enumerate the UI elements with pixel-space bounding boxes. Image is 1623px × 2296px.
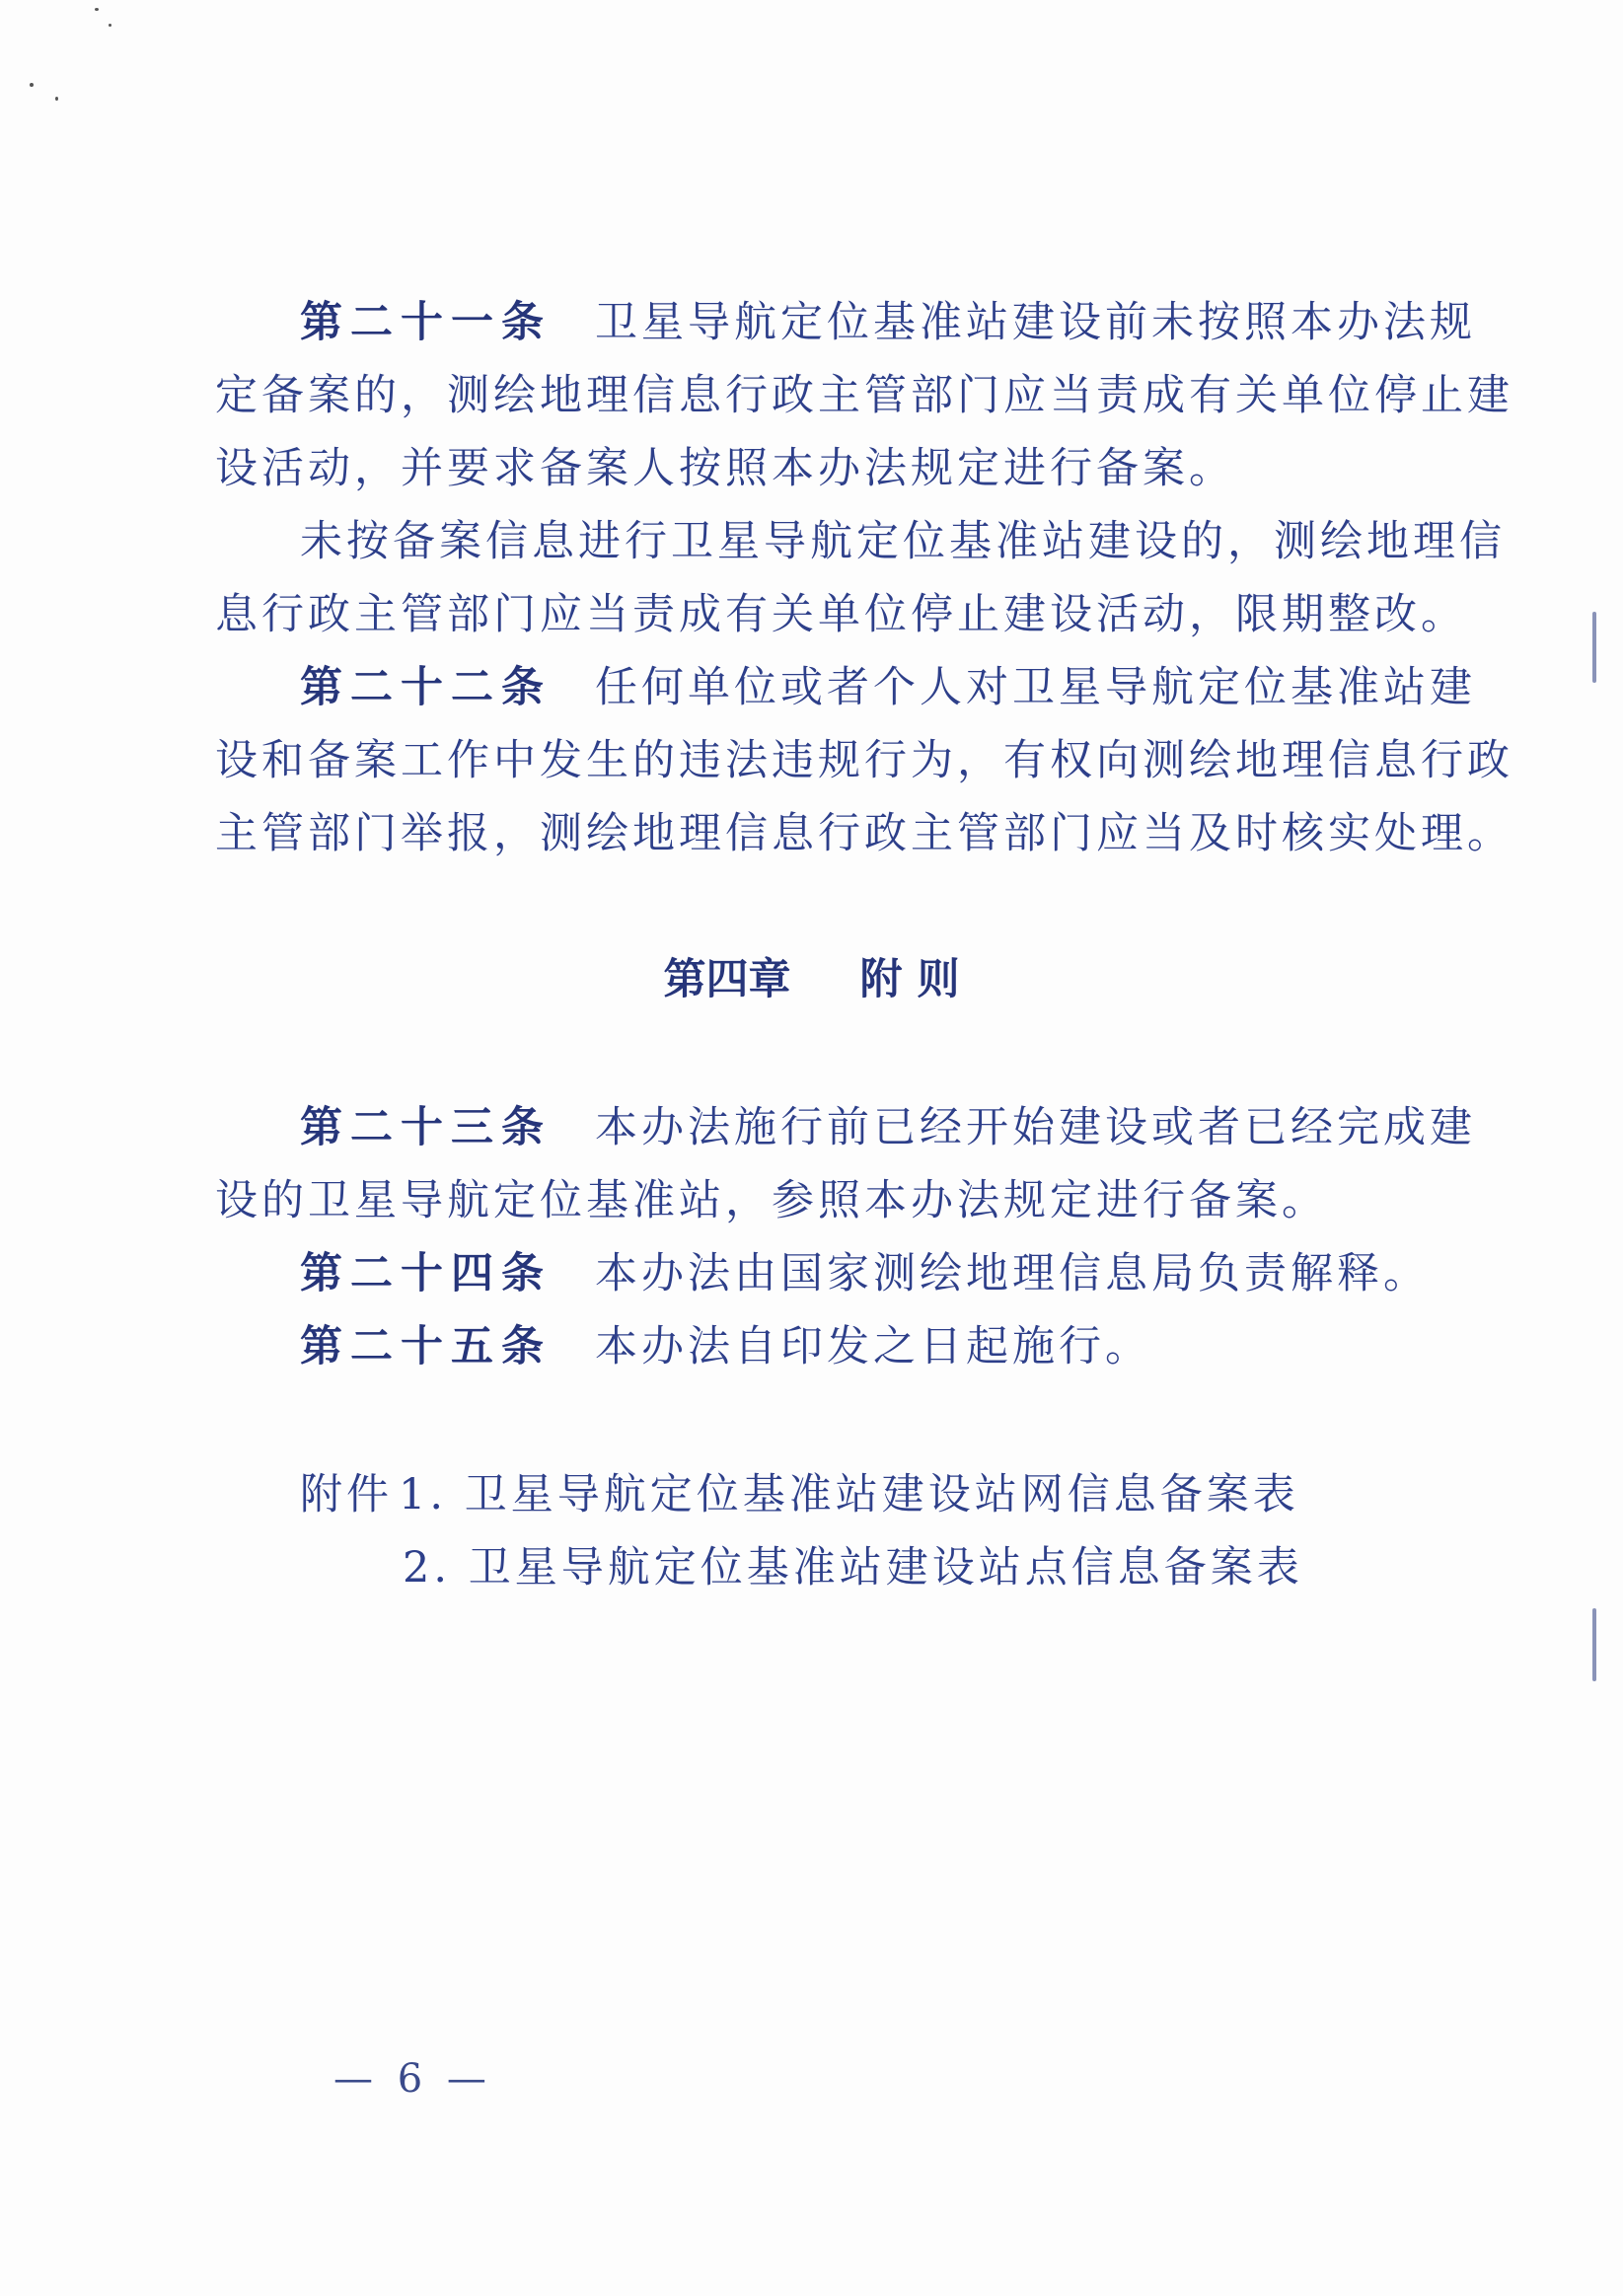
attachment-label: 附件 <box>300 1470 393 1519</box>
attachment-item-2: 2. 卫星导航定位基准站建设站点信息备案表 <box>403 1543 1303 1592</box>
article-24-text: 本办法由国家测绘地理信息局负责解释。 <box>595 1249 1430 1298</box>
scan-speck <box>95 8 99 11</box>
page-number: — 6 — <box>333 2056 492 2102</box>
article-21-para-2-line-2: 息行政主管部门应当责成有关单位停止建设活动，限期整改。 <box>215 590 1467 639</box>
article-21-line-2: 定备案的，测绘地理信息行政主管部门应当责成有关单位停止建 <box>215 371 1513 420</box>
scan-edge-mark <box>1592 1608 1596 1681</box>
article-23-text: 本办法施行前已经开始建设或者已经完成建 <box>595 1103 1476 1152</box>
attachment-item-1: 1. 卫星导航定位基准站建设站网信息备案表 <box>399 1470 1299 1519</box>
article-21-para-2-line-1: 未按备案信息进行卫星导航定位基准站建设的，测绘地理信 <box>300 517 1506 566</box>
article-23-number: 第二十三条 <box>300 1103 552 1152</box>
article-23-line-1 <box>300 1103 1484 1152</box>
article-23-line-2: 设的卫星导航定位基准站，参照本办法规定进行备案。 <box>215 1176 1328 1225</box>
attachment-line-2 <box>403 1543 1586 1592</box>
article-21-line-1 <box>300 298 1484 347</box>
article-21-line-3: 设活动，并要求备案人按照本办法规定进行备案。 <box>215 444 1235 493</box>
article-22-number: 第二十二条 <box>300 663 552 712</box>
article-24-number: 第二十四条 <box>300 1249 552 1298</box>
article-25-number: 第二十五条 <box>300 1322 552 1371</box>
article-21-text: 卫星导航定位基准站建设前未按照本办法规 <box>595 298 1476 347</box>
article-24-line-1 <box>300 1249 1484 1298</box>
scan-edge-mark <box>1592 612 1596 683</box>
scan-speck <box>55 97 58 101</box>
article-25-text: 本办法自印发之日起施行。 <box>595 1322 1151 1371</box>
article-22-line-2: 设和备案工作中发生的违法违规行为，有权向测绘地理信息行政 <box>215 736 1513 785</box>
scan-speck <box>109 24 111 27</box>
article-22-line-1 <box>300 663 1484 712</box>
article-22-text: 任何单位或者个人对卫星导航定位基准站建 <box>595 663 1476 712</box>
article-22-line-3: 主管部门举报，测绘地理信息行政主管部门应当及时核实处理。 <box>215 809 1513 858</box>
article-25-line-1 <box>300 1322 1484 1371</box>
article-21-number: 第二十一条 <box>300 298 552 347</box>
chapter-heading <box>0 955 1623 1004</box>
scan-speck <box>30 83 34 87</box>
chapter-title: 附 则 <box>859 955 960 1004</box>
attachment-line-1 <box>300 1470 1484 1519</box>
chapter-number: 第四章 <box>663 955 791 1004</box>
